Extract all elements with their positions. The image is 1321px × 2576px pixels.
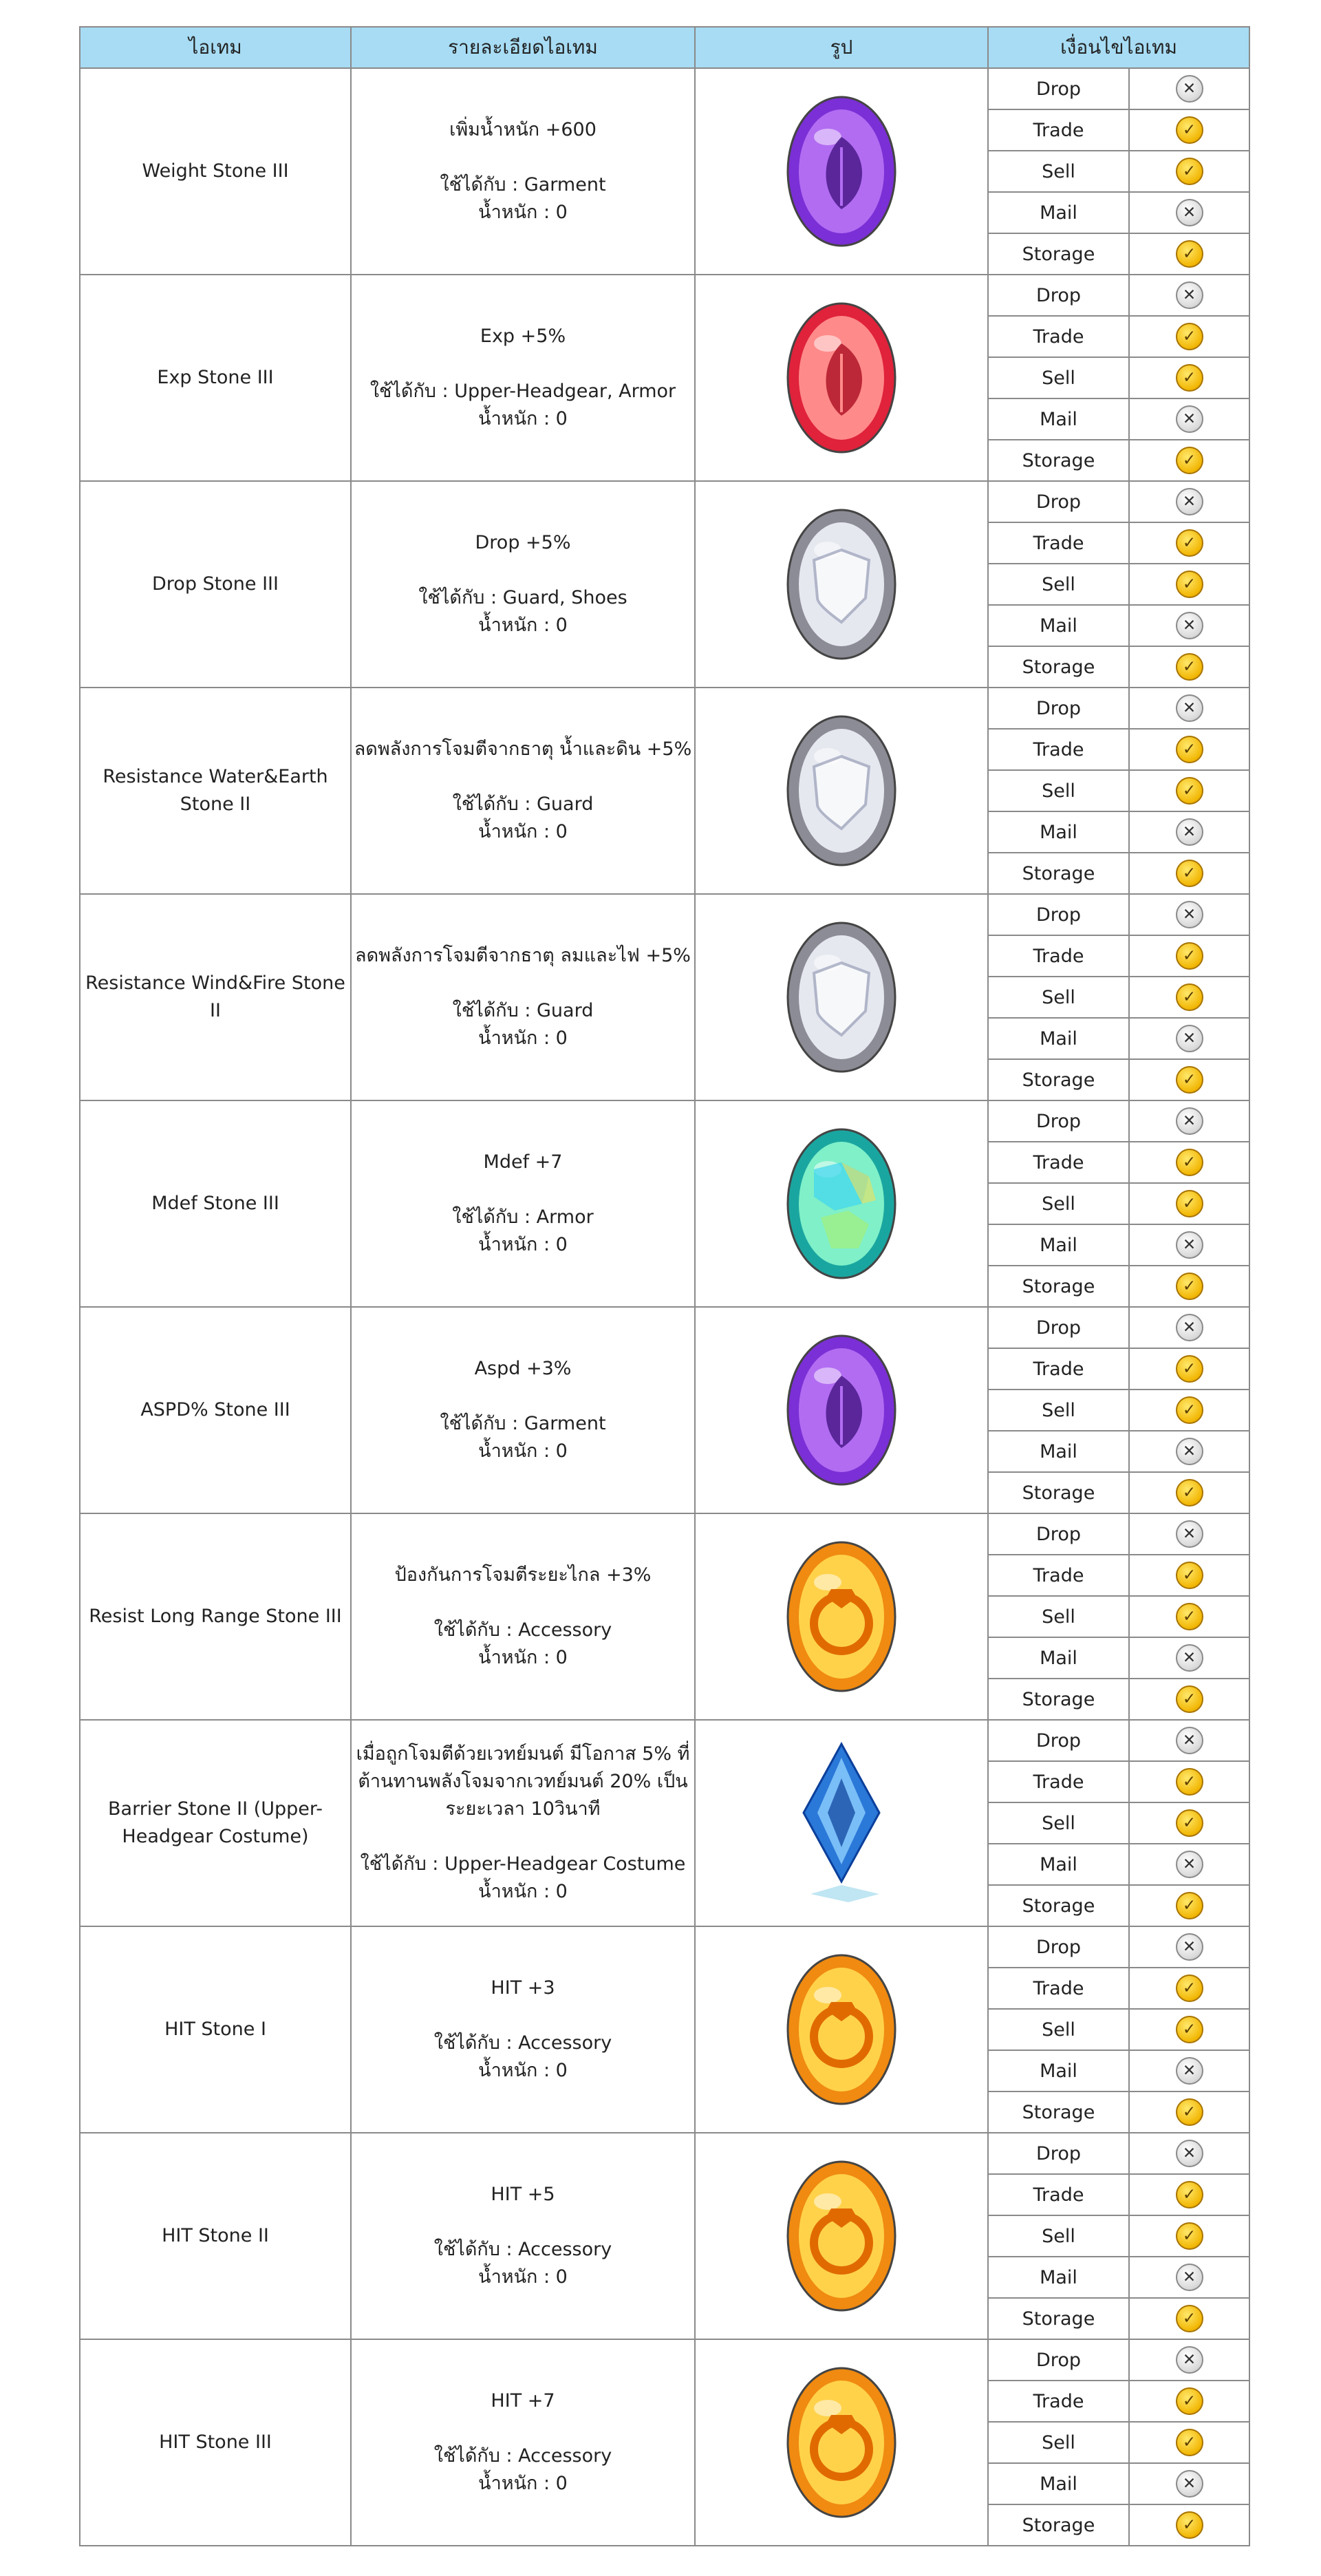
check-icon: ✓	[1176, 942, 1203, 970]
table-row	[80, 68, 1249, 109]
item-effect: Drop +5%	[475, 532, 571, 553]
condition-mark-cell	[1129, 2381, 1249, 2422]
item-effect: HIT +3	[491, 1977, 555, 1999]
condition-mark-cell	[1129, 1472, 1249, 1513]
item-detail	[351, 1926, 695, 2133]
cross-icon: ✕	[1176, 405, 1203, 433]
check-icon: ✓	[1176, 1974, 1203, 2002]
check-icon: ✓	[1176, 158, 1203, 185]
item-detail	[351, 481, 695, 688]
check-icon: ✓	[1176, 2387, 1203, 2415]
condition-mark-cell	[1129, 275, 1249, 316]
condition-mark-cell	[1129, 2504, 1249, 2546]
check-icon: ✓	[1176, 1479, 1203, 1507]
condition-mark-cell	[1129, 1926, 1249, 1968]
condition-mark-cell	[1129, 357, 1249, 398]
table-header-row	[80, 27, 1249, 68]
detail-spacer	[352, 1823, 694, 1851]
cross-icon: ✕	[1176, 612, 1203, 639]
condition-mark-cell	[1129, 1183, 1249, 1224]
condition-label: Drop	[988, 2339, 1129, 2381]
cross-icon: ✕	[1176, 1025, 1203, 1052]
condition-label: Mail	[988, 2050, 1129, 2091]
item-table	[79, 26, 1250, 2546]
condition-label: Drop	[988, 275, 1129, 316]
table-row	[80, 1926, 1249, 1968]
item-detail	[351, 1100, 695, 1307]
check-icon: ✓	[1176, 2429, 1203, 2456]
condition-label: Sell	[988, 151, 1129, 192]
item-name: Mdef Stone III	[80, 1100, 351, 1307]
condition-label: Storage	[988, 2091, 1129, 2133]
check-icon: ✓	[1176, 1396, 1203, 1424]
condition-mark-cell	[1129, 2422, 1249, 2463]
condition-mark-cell	[1129, 1885, 1249, 1926]
item-weight: น้ำหนัก : 0	[478, 202, 568, 223]
item-image-cell	[695, 688, 988, 894]
condition-label: Mail	[988, 811, 1129, 853]
condition-label: Mail	[988, 1431, 1129, 1472]
condition-label: Drop	[988, 688, 1129, 729]
detail-spacer	[352, 1176, 694, 1204]
item-image-cell	[695, 1307, 988, 1513]
condition-label: Mail	[988, 192, 1129, 233]
item-name: Resist Long Range Stone III	[80, 1513, 351, 1720]
item-detail	[351, 275, 695, 481]
table-row	[80, 2133, 1249, 2174]
item-usable: ใช้ได้กับ : Accessory	[433, 2032, 612, 2054]
item-detail	[351, 894, 695, 1100]
condition-label: Storage	[988, 853, 1129, 894]
condition-label: Mail	[988, 1224, 1129, 1266]
detail-spacer	[352, 970, 694, 997]
item-name: ASPD% Stone III	[80, 1307, 351, 1513]
condition-label: Sell	[988, 770, 1129, 811]
detail-spacer	[352, 1589, 694, 1617]
item-effect: ป้องกันการโจมตีระยะไกล +3%	[394, 1564, 652, 1586]
check-icon: ✓	[1176, 1149, 1203, 1176]
condition-mark-cell	[1129, 233, 1249, 275]
condition-label: Storage	[988, 1059, 1129, 1100]
cross-icon: ✕	[1176, 2470, 1203, 2498]
condition-label: Sell	[988, 2215, 1129, 2257]
condition-label: Mail	[988, 1637, 1129, 1679]
header-item: ไอเทม	[80, 27, 351, 68]
cross-icon: ✕	[1176, 2346, 1203, 2374]
purple-leaf-gem-icon	[773, 1328, 910, 1493]
detail-spacer	[352, 1383, 694, 1410]
item-image-cell	[695, 1720, 988, 1926]
condition-mark-cell	[1129, 1844, 1249, 1885]
condition-label: Mail	[988, 1018, 1129, 1059]
silver-shield-gem-icon	[773, 708, 910, 873]
check-icon: ✓	[1176, 1768, 1203, 1796]
condition-label: Drop	[988, 1720, 1129, 1761]
item-detail	[351, 1513, 695, 1720]
condition-mark-cell	[1129, 646, 1249, 688]
header-detail: รายละเอียดไอเทม	[351, 27, 695, 68]
item-effect: ระยะเวลา 10วินาที	[445, 1798, 601, 1820]
cross-icon: ✕	[1176, 2140, 1203, 2167]
cross-icon: ✕	[1176, 2057, 1203, 2085]
check-icon: ✓	[1176, 1190, 1203, 1217]
condition-mark-cell	[1129, 894, 1249, 935]
cross-icon: ✕	[1176, 1933, 1203, 1961]
cross-icon: ✕	[1176, 1644, 1203, 1672]
cross-icon: ✕	[1176, 75, 1203, 103]
item-weight: น้ำหนัก : 0	[478, 1440, 568, 1462]
item-usable: ใช้ได้กับ : Accessory	[433, 1619, 612, 1641]
item-usable: ใช้ได้กับ : Upper-Headgear Costume	[360, 1853, 686, 1875]
condition-label: Drop	[988, 1926, 1129, 1968]
condition-mark-cell	[1129, 770, 1249, 811]
condition-mark-cell	[1129, 2339, 1249, 2381]
check-icon: ✓	[1176, 529, 1203, 557]
item-weight: น้ำหนัก : 0	[478, 1028, 568, 1049]
check-icon: ✓	[1176, 2305, 1203, 2332]
silver-shield-gem-icon	[773, 915, 910, 1080]
condition-label: Storage	[988, 440, 1129, 481]
item-name: Barrier Stone II (Upper-Headgear Costume)	[80, 1720, 351, 1926]
item-usable: ใช้ได้กับ : Armor	[452, 1206, 594, 1228]
condition-mark-cell	[1129, 605, 1249, 646]
condition-label: Sell	[988, 1802, 1129, 1844]
condition-label: Trade	[988, 935, 1129, 977]
item-effect: Aspd +3%	[474, 1358, 572, 1379]
condition-mark-cell	[1129, 2050, 1249, 2091]
item-name: Drop Stone III	[80, 481, 351, 688]
condition-mark-cell	[1129, 1142, 1249, 1183]
condition-mark-cell	[1129, 1968, 1249, 2009]
cross-icon: ✕	[1176, 1314, 1203, 1341]
item-usable: ใช้ได้กับ : Garment	[440, 1413, 606, 1434]
condition-label: Drop	[988, 1513, 1129, 1555]
item-effect: เพิ่มน้ำหนัก +600	[449, 119, 597, 140]
item-detail	[351, 2339, 695, 2546]
item-effect: ลดพลังการโจมตีจากธาตุ ลมและไฟ +5%	[355, 945, 691, 966]
item-effect: ลดพลังการโจมตีจากธาตุ น้ำและดิน +5%	[354, 738, 692, 760]
check-icon: ✓	[1176, 2511, 1203, 2539]
condition-mark-cell	[1129, 1802, 1249, 1844]
table-row	[80, 2339, 1249, 2381]
item-image-cell	[695, 275, 988, 481]
check-icon: ✓	[1176, 860, 1203, 887]
condition-mark-cell	[1129, 522, 1249, 564]
check-icon: ✓	[1176, 116, 1203, 144]
condition-label: Storage	[988, 1679, 1129, 1720]
condition-label: Storage	[988, 2298, 1129, 2339]
cross-icon: ✕	[1176, 2264, 1203, 2291]
check-icon: ✓	[1176, 653, 1203, 681]
condition-mark-cell	[1129, 481, 1249, 522]
check-icon: ✓	[1176, 1603, 1203, 1630]
orange-ring-gem-icon	[773, 2360, 910, 2525]
check-icon: ✓	[1176, 323, 1203, 350]
condition-label: Mail	[988, 2463, 1129, 2504]
item-usable: ใช้ได้กับ : Guard	[452, 1000, 594, 1021]
condition-label: Drop	[988, 1307, 1129, 1348]
item-weight: น้ำหนัก : 0	[478, 2473, 568, 2494]
cross-icon: ✕	[1176, 1438, 1203, 1465]
condition-label: Trade	[988, 1348, 1129, 1390]
condition-mark-cell	[1129, 977, 1249, 1018]
rainbow-mosaic-gem-icon	[773, 1121, 910, 1286]
item-name: HIT Stone III	[80, 2339, 351, 2546]
condition-label: Drop	[988, 1100, 1129, 1142]
table-row	[80, 1720, 1249, 1761]
condition-label: Trade	[988, 1968, 1129, 2009]
condition-mark-cell	[1129, 564, 1249, 605]
item-detail	[351, 1720, 695, 1926]
table-row	[80, 481, 1249, 522]
item-name: Weight Stone III	[80, 68, 351, 275]
item-effect: เมื่อถูกโจมตีด้วยเวทย์มนต์ มีโอกาส 5% ที่	[356, 1743, 690, 1765]
condition-label: Sell	[988, 1596, 1129, 1637]
condition-label: Storage	[988, 1472, 1129, 1513]
item-effect: HIT +5	[491, 2184, 555, 2205]
condition-mark-cell	[1129, 109, 1249, 151]
condition-label: Trade	[988, 109, 1129, 151]
condition-mark-cell	[1129, 853, 1249, 894]
cross-icon: ✕	[1176, 1231, 1203, 1259]
item-detail	[351, 1307, 695, 1513]
detail-spacer	[352, 2415, 694, 2442]
item-name: Exp Stone III	[80, 275, 351, 481]
cross-icon: ✕	[1176, 1107, 1203, 1135]
item-weight: น้ำหนัก : 0	[478, 2266, 568, 2288]
detail-spacer	[352, 557, 694, 584]
detail-spacer	[352, 2208, 694, 2236]
item-effect: ต้านทานพลังโจมจากเวทย์มนต์ 20% เป็น	[358, 1771, 688, 1792]
item-image-cell	[695, 2133, 988, 2339]
item-detail	[351, 688, 695, 894]
condition-mark-cell	[1129, 2133, 1249, 2174]
check-icon: ✓	[1176, 364, 1203, 392]
condition-mark-cell	[1129, 1307, 1249, 1348]
cross-icon: ✕	[1176, 1520, 1203, 1548]
condition-mark-cell	[1129, 2215, 1249, 2257]
detail-spacer	[352, 350, 694, 378]
check-icon: ✓	[1176, 1809, 1203, 1837]
check-icon: ✓	[1176, 1355, 1203, 1383]
header-conditions: เงื่อนไขไอเทม	[988, 27, 1249, 68]
condition-label: Sell	[988, 357, 1129, 398]
item-name: HIT Stone II	[80, 2133, 351, 2339]
condition-mark-cell	[1129, 729, 1249, 770]
check-icon: ✓	[1176, 983, 1203, 1011]
item-detail	[351, 2133, 695, 2339]
item-image-cell	[695, 68, 988, 275]
cross-icon: ✕	[1176, 1851, 1203, 1878]
red-leaf-gem-icon	[773, 295, 910, 460]
check-icon: ✓	[1176, 447, 1203, 474]
check-icon: ✓	[1176, 240, 1203, 268]
item-usable: ใช้ได้กับ : Accessory	[433, 2445, 612, 2467]
item-usable: ใช้ได้กับ : Guard, Shoes	[418, 587, 627, 608]
condition-label: Storage	[988, 233, 1129, 275]
condition-mark-cell	[1129, 68, 1249, 109]
blue-crystal-icon	[783, 1737, 900, 1909]
item-effect: Mdef +7	[483, 1151, 563, 1173]
check-icon: ✓	[1176, 1685, 1203, 1713]
item-usable: ใช้ได้กับ : Upper-Headgear, Armor	[369, 381, 676, 402]
condition-label: Mail	[988, 1844, 1129, 1885]
item-name: Resistance Wind&Fire Stone II	[80, 894, 351, 1100]
orange-ring-gem-icon	[773, 1534, 910, 1699]
check-icon: ✓	[1176, 1066, 1203, 1094]
item-weight: น้ำหนัก : 0	[478, 408, 568, 429]
condition-label: Mail	[988, 605, 1129, 646]
condition-label: Drop	[988, 68, 1129, 109]
item-effect: Exp +5%	[480, 326, 566, 347]
item-image-cell	[695, 894, 988, 1100]
condition-label: Storage	[988, 2504, 1129, 2546]
cross-icon: ✕	[1176, 1727, 1203, 1754]
condition-label: Trade	[988, 2381, 1129, 2422]
cross-icon: ✕	[1176, 199, 1203, 226]
condition-label: Trade	[988, 1761, 1129, 1802]
condition-label: Storage	[988, 1885, 1129, 1926]
condition-mark-cell	[1129, 2009, 1249, 2050]
item-weight: น้ำหนัก : 0	[478, 1881, 568, 1902]
condition-mark-cell	[1129, 1100, 1249, 1142]
condition-mark-cell	[1129, 2463, 1249, 2504]
table-row	[80, 894, 1249, 935]
condition-label: Sell	[988, 1390, 1129, 1431]
condition-mark-cell	[1129, 688, 1249, 729]
condition-mark-cell	[1129, 1555, 1249, 1596]
check-icon: ✓	[1176, 2098, 1203, 2126]
item-weight: น้ำหนัก : 0	[478, 615, 568, 636]
condition-mark-cell	[1129, 1761, 1249, 1802]
condition-mark-cell	[1129, 316, 1249, 357]
condition-mark-cell	[1129, 1348, 1249, 1390]
condition-mark-cell	[1129, 1596, 1249, 1637]
condition-mark-cell	[1129, 1266, 1249, 1307]
table-row	[80, 688, 1249, 729]
check-icon: ✓	[1176, 2222, 1203, 2250]
condition-label: Drop	[988, 481, 1129, 522]
item-effect: HIT +7	[491, 2390, 555, 2412]
item-weight: น้ำหนัก : 0	[478, 1234, 568, 1255]
check-icon: ✓	[1176, 1562, 1203, 1589]
purple-leaf-gem-icon	[773, 89, 910, 254]
item-usable: ใช้ได้กับ : Garment	[440, 174, 606, 195]
condition-label: Storage	[988, 646, 1129, 688]
condition-label: Sell	[988, 564, 1129, 605]
silver-shield-gem-icon	[773, 502, 910, 667]
item-table-body	[80, 68, 1249, 2546]
condition-label: Drop	[988, 2133, 1129, 2174]
item-name: HIT Stone I	[80, 1926, 351, 2133]
condition-label: Trade	[988, 1142, 1129, 1183]
cross-icon: ✕	[1176, 901, 1203, 928]
condition-mark-cell	[1129, 2298, 1249, 2339]
item-detail	[351, 68, 695, 275]
condition-mark-cell	[1129, 1018, 1249, 1059]
item-weight: น้ำหนัก : 0	[478, 2060, 568, 2081]
condition-mark-cell	[1129, 811, 1249, 853]
item-weight: น้ำหนัก : 0	[478, 1647, 568, 1668]
condition-mark-cell	[1129, 192, 1249, 233]
orange-ring-gem-icon	[773, 1947, 910, 2112]
table-row	[80, 1100, 1249, 1142]
check-icon: ✓	[1176, 1273, 1203, 1300]
condition-label: Mail	[988, 398, 1129, 440]
condition-mark-cell	[1129, 151, 1249, 192]
item-image-cell	[695, 1100, 988, 1307]
item-name: Resistance Water&Earth Stone II	[80, 688, 351, 894]
condition-label: Mail	[988, 2257, 1129, 2298]
condition-label: Drop	[988, 894, 1129, 935]
condition-mark-cell	[1129, 1059, 1249, 1100]
condition-mark-cell	[1129, 1390, 1249, 1431]
condition-label: Trade	[988, 522, 1129, 564]
condition-mark-cell	[1129, 440, 1249, 481]
condition-mark-cell	[1129, 1224, 1249, 1266]
condition-label: Trade	[988, 729, 1129, 770]
condition-mark-cell	[1129, 2091, 1249, 2133]
cross-icon: ✕	[1176, 281, 1203, 309]
condition-label: Sell	[988, 2009, 1129, 2050]
cross-icon: ✕	[1176, 694, 1203, 722]
item-image-cell	[695, 2339, 988, 2546]
item-image-cell	[695, 1513, 988, 1720]
cross-icon: ✕	[1176, 488, 1203, 515]
item-usable: ใช้ได้กับ : Guard	[452, 794, 594, 815]
condition-mark-cell	[1129, 1513, 1249, 1555]
check-icon: ✓	[1176, 2016, 1203, 2043]
condition-label: Sell	[988, 1183, 1129, 1224]
condition-mark-cell	[1129, 935, 1249, 977]
check-icon: ✓	[1176, 2181, 1203, 2208]
cross-icon: ✕	[1176, 818, 1203, 846]
detail-spacer	[352, 144, 694, 171]
condition-label: Sell	[988, 2422, 1129, 2463]
item-image-cell	[695, 1926, 988, 2133]
check-icon: ✓	[1176, 571, 1203, 598]
table-row	[80, 275, 1249, 316]
item-weight: น้ำหนัก : 0	[478, 821, 568, 842]
condition-mark-cell	[1129, 2174, 1249, 2215]
condition-label: Trade	[988, 316, 1129, 357]
check-icon: ✓	[1176, 736, 1203, 763]
condition-label: Storage	[988, 1266, 1129, 1307]
detail-spacer	[352, 2002, 694, 2030]
table-row	[80, 1307, 1249, 1348]
check-icon: ✓	[1176, 1892, 1203, 1919]
condition-mark-cell	[1129, 1679, 1249, 1720]
condition-label: Sell	[988, 977, 1129, 1018]
item-image-cell	[695, 481, 988, 688]
item-table-container	[79, 26, 1249, 2546]
check-icon: ✓	[1176, 777, 1203, 805]
condition-mark-cell	[1129, 2257, 1249, 2298]
detail-spacer	[352, 763, 694, 791]
condition-mark-cell	[1129, 1720, 1249, 1761]
condition-mark-cell	[1129, 398, 1249, 440]
condition-label: Trade	[988, 1555, 1129, 1596]
orange-ring-gem-icon	[773, 2153, 910, 2319]
header-image: รูป	[695, 27, 988, 68]
condition-mark-cell	[1129, 1431, 1249, 1472]
table-row	[80, 1513, 1249, 1555]
condition-mark-cell	[1129, 1637, 1249, 1679]
condition-label: Trade	[988, 2174, 1129, 2215]
item-usable: ใช้ได้กับ : Accessory	[433, 2239, 612, 2260]
